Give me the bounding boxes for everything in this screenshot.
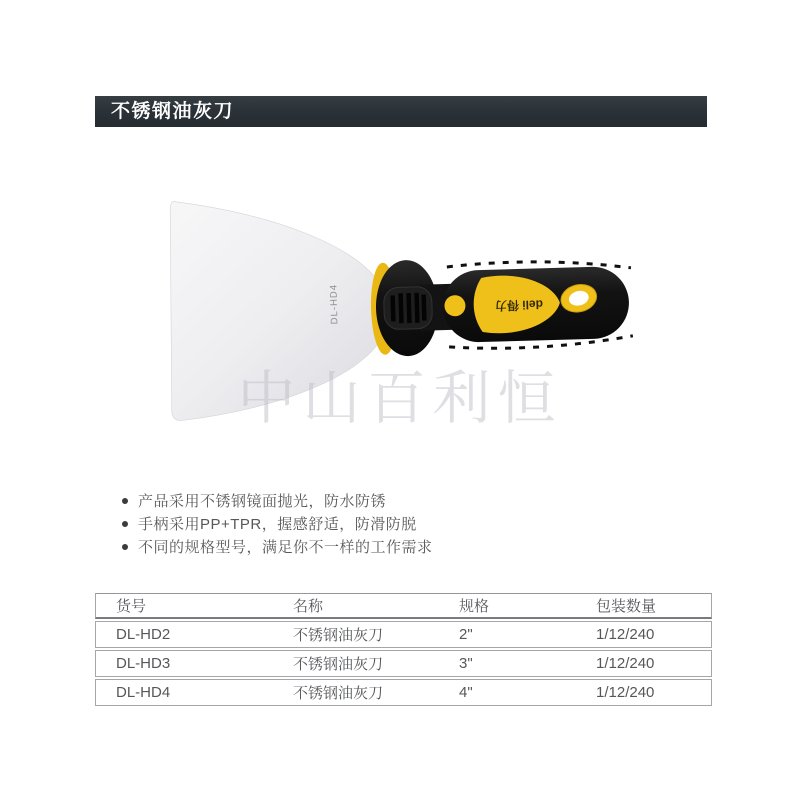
table-row bbox=[95, 621, 712, 648]
cell-item-no: DL-HD4 bbox=[95, 679, 273, 706]
bullet-icon bbox=[122, 521, 128, 527]
cell-name: 不锈钢油灰刀 bbox=[273, 650, 439, 677]
spec-table bbox=[95, 591, 712, 708]
cell-spec: 3" bbox=[439, 650, 576, 677]
putty-knife-illustration bbox=[130, 168, 690, 468]
cell-pack-qty: 1/12/240 bbox=[576, 650, 712, 677]
blade bbox=[166, 196, 382, 421]
feature-item bbox=[120, 539, 433, 556]
cell-item-no: DL-HD3 bbox=[95, 650, 273, 677]
spec-table-header-row bbox=[95, 593, 712, 619]
cell-pack-qty: 1/12/240 bbox=[576, 679, 712, 706]
watermark-text: 中山百利恒 bbox=[237, 366, 563, 431]
brand-logo-text: deli 得力 bbox=[494, 297, 544, 313]
cell-spec: 4" bbox=[439, 679, 576, 706]
blade-model-label: DL-HD4 bbox=[328, 283, 341, 325]
feature-text: 不同的规格型号，满足你不一样的工作需求 bbox=[138, 539, 433, 556]
col-header-spec: 规格 bbox=[439, 593, 576, 619]
cell-name: 不锈钢油灰刀 bbox=[273, 679, 439, 706]
cell-spec: 2" bbox=[439, 621, 576, 648]
table-row bbox=[95, 650, 712, 677]
col-header-item-no: 货号 bbox=[95, 593, 273, 619]
col-header-pack-qty: 包装数量 bbox=[576, 593, 712, 619]
grip-rib-pad bbox=[383, 286, 432, 329]
cell-name: 不锈钢油灰刀 bbox=[273, 621, 439, 648]
bullet-icon bbox=[122, 544, 128, 550]
page-title: 不锈钢油灰刀 bbox=[111, 101, 235, 122]
feature-item bbox=[120, 493, 433, 510]
cell-pack-qty: 1/12/240 bbox=[576, 621, 712, 648]
bullet-icon bbox=[122, 498, 128, 504]
table-row bbox=[95, 679, 712, 706]
product-image bbox=[130, 168, 690, 468]
feature-text: 手柄采用PP+TPR，握感舒适，防滑防脱 bbox=[138, 516, 417, 533]
col-header-name: 名称 bbox=[273, 593, 439, 619]
cell-item-no: DL-HD2 bbox=[95, 621, 273, 648]
feature-text: 产品采用不锈钢镜面抛光，防水防锈 bbox=[138, 493, 387, 510]
feature-list bbox=[120, 493, 433, 562]
feature-item bbox=[120, 516, 433, 533]
section-title-bar bbox=[95, 96, 707, 127]
